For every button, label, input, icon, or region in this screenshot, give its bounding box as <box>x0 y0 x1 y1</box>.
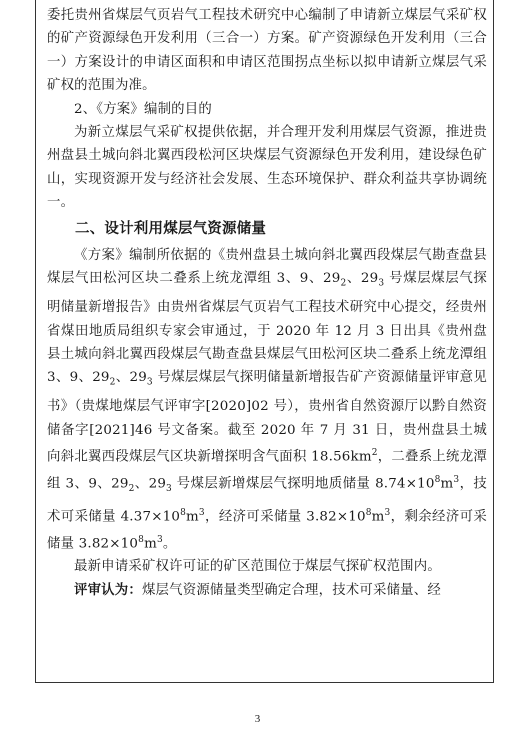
page-number: 3 <box>254 713 261 725</box>
document-body <box>47 4 487 602</box>
paragraph-reserves: 《方案》编制所依据的《贵州盘县土城向斜北翼西段煤层气勘查盘县煤层气田松河区块二叠系上统龙潭组 3、9、$29_2$、$29_3$ 号煤层煤层气探明储量新增报告》由贵州省煤层气页岩气工程技术研究中心提交，经贵州省煤田地质局组织专家会审通过，于 2020 年 12 月 3 日出具《贵州盘县土城向斜北翼西段煤层气勘查盘县煤层气田松河区块二叠系上统龙潭组 3、9、$29_2$、$29_3$ 号煤层煤层气探明储量新增报告矿产资源储量评审意见书》（贵煤地煤层气评审字[2020]02 号），贵州省自然资源厅以黔自然资储备字[2021]46 号文备案。截至 2020 年 7 月 31 日，贵州盘县土城向斜北翼西段煤层气区块新增探明含气面积 $18.56km^2$，二叠系上统龙潭组 3、9、$29_2$、$29_3$ 号煤层新增煤层气探明地质储量 $8.74\times 10^8m^3$，技术可采储量 $4.37\times 10^8m^3$，经济可采储量 $3.82\times 10^8m^3$，剩余经济可采储量 $3.82\times 10^8m^3$。 <box>47 247 488 552</box>
paragraph-purpose: 为新立煤层气采矿权提供依据，并合理开发利用煤层气资源，推进贵州盘县土城向斜北翼西段松河区块煤层气资源绿色开发利用，建设绿色矿山，实现资源开发与经济社会发展、生态环境保护、群众利益共享协调统一。 <box>47 125 487 211</box>
section-2-heading: 2、《方案》编制的目的 <box>74 101 212 117</box>
paragraph-1: 委托贵州省煤层气页岩气工程技术研究中心编制了申请新立煤层气采矿权的矿产资源绿色开发利用（三合一）方案。矿产资源绿色开发利用（三合一）方案设计的申请区面积和申请区范围拐点坐标以拟申请新立煤层气采矿权的范围为准。 <box>47 8 487 94</box>
chapter-heading: 二、设计利用煤层气资源储量 <box>75 220 267 237</box>
review-label: 评审认为： <box>74 582 142 598</box>
review-text: 煤层气资源储量类型确定合理，技术可采储量、经 <box>141 582 441 598</box>
paragraph-mining-area: 最新申请采矿权许可证的矿区范围位于煤层气探矿权范围内。 <box>74 559 441 575</box>
paragraph-review <box>47 579 487 602</box>
